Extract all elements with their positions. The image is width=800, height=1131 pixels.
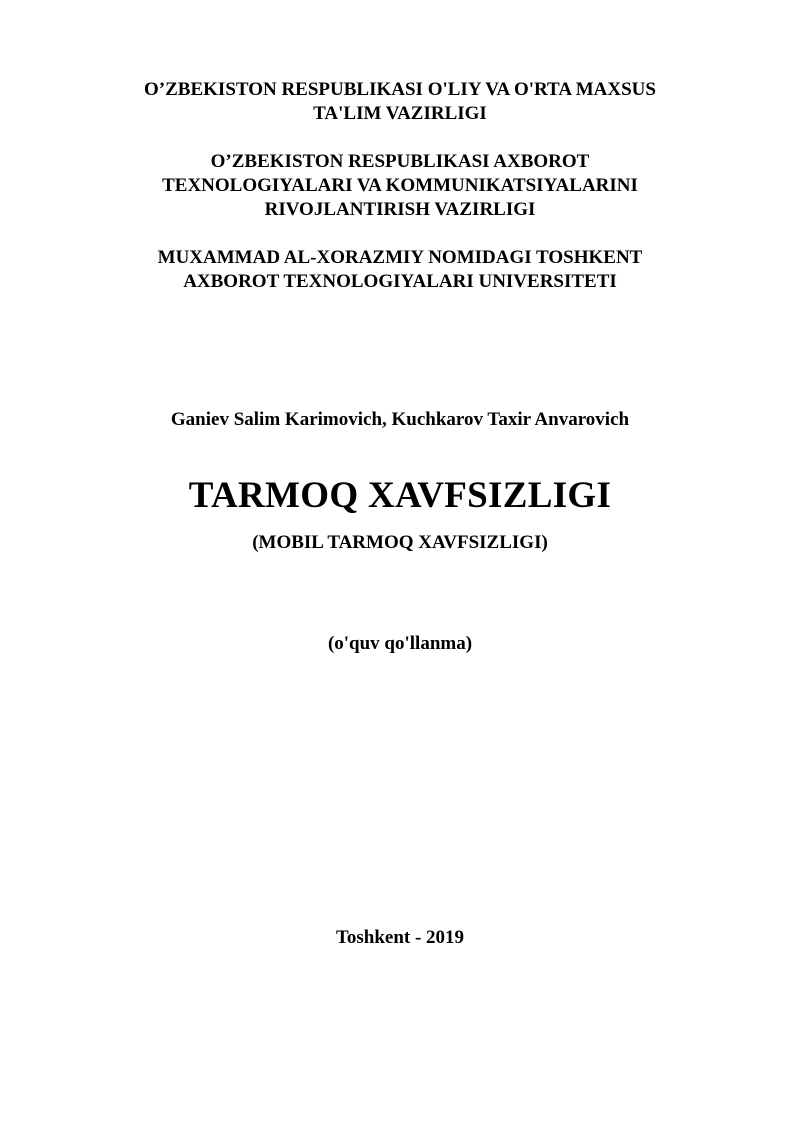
ministry-1-line-2: TA'LIM VAZIRLIGI [313,103,487,124]
document-type: (o'quv qo'llanma) [327,633,473,654]
place-and-year: Toshkent - 2019 [335,927,465,948]
book-subtitle: (MOBIL TARMOQ XAVFSIZLIGI) [252,532,548,553]
ministry-of-it-heading [0,150,800,222]
ministry-2-line-2: TEXNOLOGIYALARI VA KOMMUNIKATSIYALARINI [162,175,638,196]
university-heading [0,246,800,294]
ministry-2-line-3: RIVOJLANTIRISH VAZIRLIGI [264,199,536,220]
book-title: TARMOQ XAVFSIZLIGI [188,475,612,516]
ministry-1-line-1: O’ZBEKISTON RESPUBLIKASI O'LIY VA O'RTA MAXSUS [144,79,656,100]
ministry-2-line-1: O’ZBEKISTON RESPUBLIKASI AXBOROT [210,151,590,172]
university-line-1: MUXAMMAD AL-XORAZMIY NOMIDAGI TOSHKENT [157,247,643,268]
authors: Ganiev Salim Karimovich, Kuchkarov Taxir Anvarovich [170,409,630,430]
university-line-2: AXBOROT TEXNOLOGIYALARI UNIVERSITETI [183,271,617,292]
ministry-of-higher-education-heading [0,78,800,126]
